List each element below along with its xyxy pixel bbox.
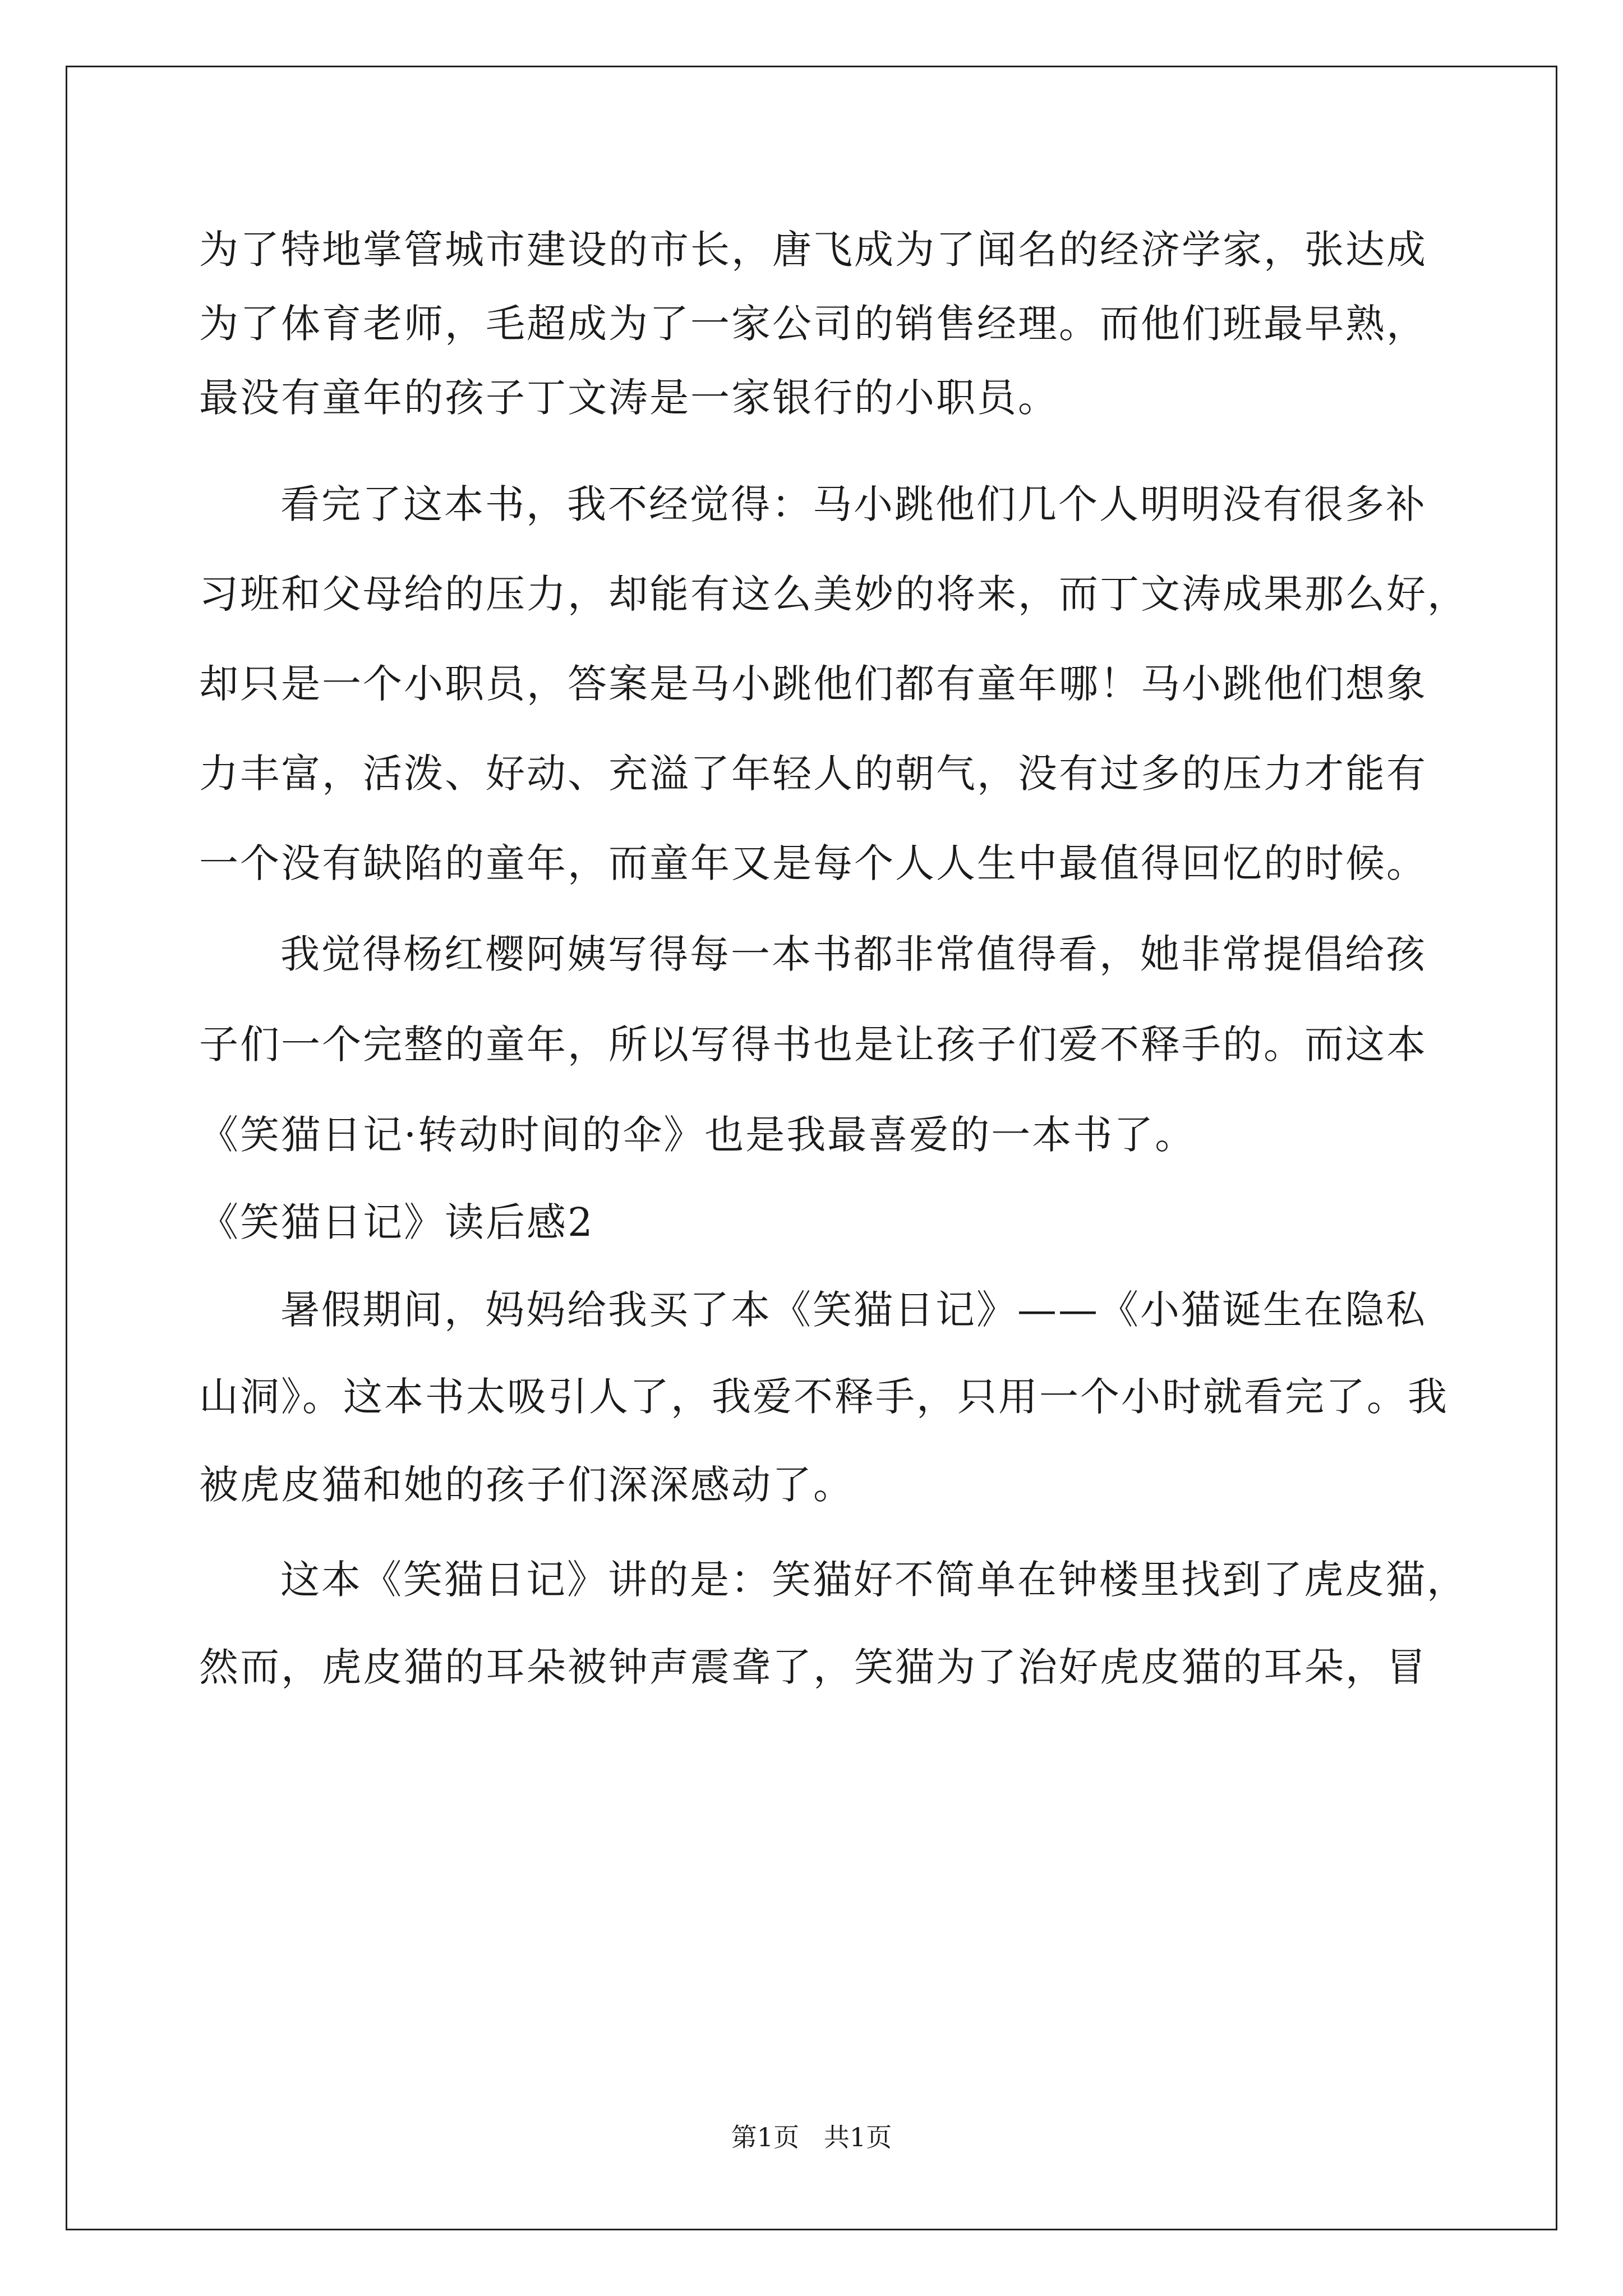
text-line: 一个没有缺陷的童年，而童年又是每个人人生中最值得回忆的时候。	[199, 840, 1427, 886]
text-line: 却只是一个小职员，答案是马小跳他们都有童年哪！马小跳他们想象	[199, 661, 1427, 707]
text-line: 《笑猫日记·转动时间的伞》也是我最喜爱的一本书了。	[199, 1112, 1196, 1158]
section-heading: 《笑猫日记》读后感2	[199, 1199, 594, 1245]
text-line: 被虎皮猫和她的孩子们深深感动了。	[199, 1462, 854, 1508]
text-line: 山洞》。这本书太吸引人了，我爱不释手，只用一个小时就看完了。我	[199, 1374, 1449, 1420]
page-number: 第1页 共1页	[731, 2122, 892, 2152]
text-line: 为了体育老师，毛超成为了一家公司的销售经理。而他们班最早熟，	[199, 301, 1427, 347]
text-line: 看完了这本书，我不经觉得：马小跳他们几个人明明没有很多补	[280, 481, 1427, 527]
text-line: 我觉得杨红樱阿姨写得每一本书都非常值得看，她非常提倡给孩	[280, 931, 1427, 977]
text-line: 子们一个完整的童年，所以写得书也是让孩子们爱不释手的。而这本	[199, 1022, 1427, 1068]
text-line: 暑假期间，妈妈给我买了本《笑猫日记》——《小猫诞生在隐私	[280, 1287, 1427, 1333]
text-line: 为了特地掌管城市建设的市长，唐飞成为了闻名的经济学家，张达成	[199, 227, 1427, 273]
text-line: 习班和父母给的压力，却能有这么美妙的将来，而丁文涛成果那么好，	[199, 571, 1468, 617]
text-line: 最没有童年的孩子丁文涛是一家银行的小职员。	[199, 375, 1059, 421]
text-line: 然而，虎皮猫的耳朵被钟声震聋了，笑猫为了治好虎皮猫的耳朵，冒	[199, 1644, 1427, 1690]
text-line: 力丰富，活泼、好动、充溢了年轻人的朝气，没有过多的压力才能有	[199, 751, 1427, 797]
text-line: 这本《笑猫日记》讲的是：笑猫好不简单在钟楼里找到了虎皮猫，	[280, 1557, 1468, 1603]
